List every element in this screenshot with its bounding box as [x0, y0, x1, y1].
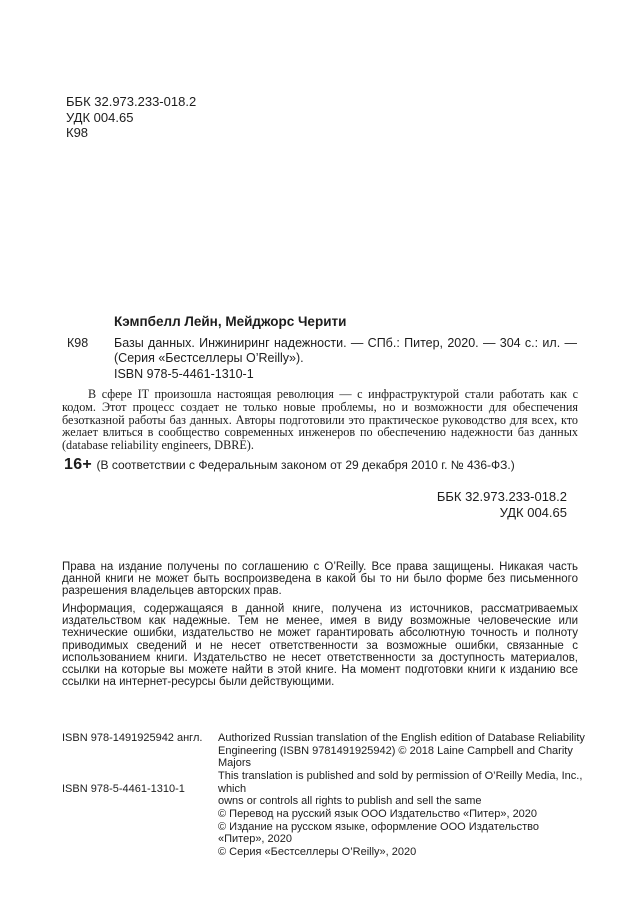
isbn-russian-edition: ISBN 978-5-4461-1310-1	[114, 367, 254, 381]
udk-code-top: УДК 004.65	[66, 109, 134, 125]
imprint-line: © Серия «Бестселлеры O’Reilly», 2020	[218, 845, 417, 858]
bbk-code-right: ББК 32.973.233-018.2	[436, 489, 567, 504]
udk-code-right: УДК 004.65	[499, 504, 567, 520]
imprint-line: Authorized Russian translation of the English edition of Database Reliability	[218, 732, 585, 744]
imprint-isbn-russian: ISBN 978-5-4461-1310-1	[62, 782, 185, 795]
imprint-line: owns or controls all rights to publish and sell the same	[218, 795, 482, 808]
annotation-paragraph: В сфере IT произошла настоящая революция — с инфраструктурой стали работать как с кодом. Этот процесс создает не только новые проблемы, но и возможности для обеспечения безотказной работы баз данных. Авторы подготовили это практическое руководство для всех, кто желает влиться в сообщество современных инженеров по обеспечению надежности баз данных (database reliability engineers, DBRE).	[62, 387, 578, 453]
imprint-copyright-block	[218, 732, 588, 859]
classification-block-top	[66, 94, 196, 141]
imprint-line: © Издание на русском языке, оформление ООО Издательство «Питер», 2020	[218, 820, 539, 846]
catalog-entry: Базы данных. Инжиниринг надежности. — СПб.: Питер, 2020. — 304 с.: ил. — (Серия «Бестселлеры O’Reilly»).	[114, 336, 577, 365]
imprint-line: © Перевод на русский язык ООО Издательство «Питер», 2020	[218, 807, 538, 820]
imprint-isbn-english: ISBN 978-1491925942 англ.	[62, 732, 203, 744]
rights-paragraph-2: Информация, содержащаяся в данной книге, получена из источников, рассматриваемых издательством как надежные. Тем не менее, имея в виду возможные человеческие или технические ошибки, издательство не может гарантировать абсолютную точность и полноту приводимых сведений и не несет ответственности за возможные ошибки, связанные с использованием книги. Издательство не несет ответственности за доступность материалов, ссылки на которые вы можете найти в этой книге. На момент подготовки книги к изданию все ссылки на интернет-ресурсы были действующими.	[62, 603, 578, 689]
age-rating-note: (В соответствии с Федеральным законом от 29 декабря 2010 г. № 436-ФЗ.)	[96, 458, 515, 472]
imprint-line: Engineering (ISBN 9781491925942) © 2018 Laine Campbell and Charity Majors	[218, 744, 573, 770]
catalog-author-sign: К98	[67, 336, 89, 350]
imprint-line: This translation is published and sold by permission of O’Reilly Media, Inc., which	[218, 769, 583, 795]
bbk-code-top: ББК 32.973.233-018.2	[66, 94, 197, 109]
rights-paragraph-1: Права на издание получены по соглашению с O’Reilly. Все права защищены. Никакая часть данной книги не может быть воспроизведена в какой бы то ни было форме без письменного разрешения владельцев авторских прав.	[62, 561, 578, 598]
authors-line: Кэмпбелл Лейн, Мейджорс Черити	[114, 314, 347, 329]
classification-block-right	[437, 489, 567, 520]
age-rating-line	[64, 456, 584, 474]
age-rating-badge: 16+	[64, 456, 93, 473]
author-sign-top: К98	[66, 125, 89, 140]
